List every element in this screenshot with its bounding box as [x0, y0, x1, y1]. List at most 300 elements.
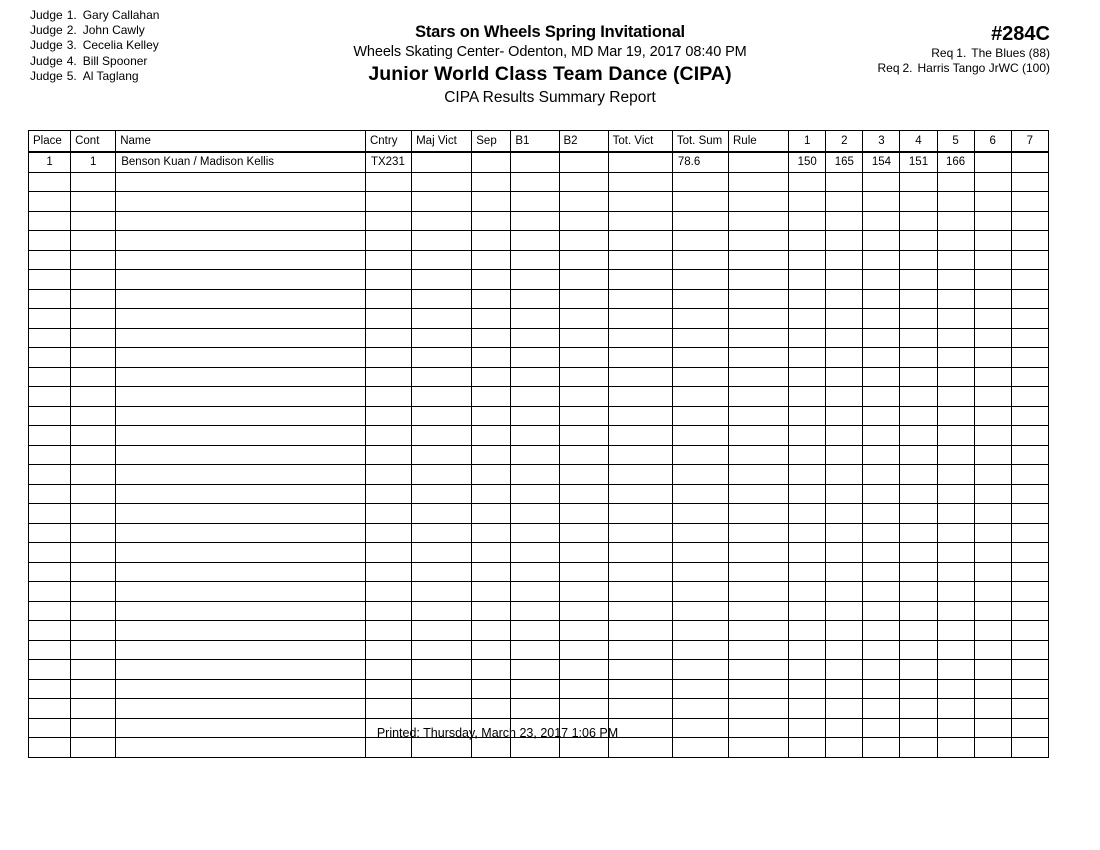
cell-empty [412, 309, 472, 329]
cell-empty [71, 231, 116, 251]
cell-empty [729, 621, 789, 641]
cell-empty [608, 328, 672, 348]
cell-empty [937, 640, 974, 660]
cell-empty [826, 387, 863, 407]
cell-empty [511, 679, 559, 699]
cell-empty [900, 621, 937, 641]
cell-empty [974, 699, 1011, 719]
cell-empty [937, 387, 974, 407]
cell-empty [365, 699, 411, 719]
cell-empty [511, 270, 559, 290]
table-row-empty [29, 348, 1049, 368]
cell-empty [412, 387, 472, 407]
cell-empty [71, 582, 116, 602]
cell-empty [672, 250, 728, 270]
cell-empty [789, 679, 826, 699]
cell-empty [789, 387, 826, 407]
cell-empty [729, 523, 789, 543]
cell-empty [974, 328, 1011, 348]
cell-empty [1011, 523, 1048, 543]
cell-empty [826, 504, 863, 524]
cell-empty [472, 699, 511, 719]
cell-empty [900, 367, 937, 387]
cell-judge-1: 150 [789, 152, 826, 172]
cell-empty [71, 348, 116, 368]
cell-empty [974, 679, 1011, 699]
cell-empty [863, 562, 900, 582]
cell-empty [789, 445, 826, 465]
cell-empty [937, 562, 974, 582]
cell-empty [974, 172, 1011, 192]
cell-empty [1011, 601, 1048, 621]
requirement-name: The Blues (88) [971, 46, 1050, 60]
cell-empty [472, 367, 511, 387]
cell-empty [29, 309, 71, 329]
cell-empty [608, 231, 672, 251]
event-number: #284C [991, 23, 1050, 45]
cell-empty [1011, 211, 1048, 231]
cell-empty [789, 582, 826, 602]
table-row-empty [29, 582, 1049, 602]
table-row-empty [29, 621, 1049, 641]
cell-empty [559, 621, 608, 641]
cell-empty [71, 328, 116, 348]
cell-empty [974, 738, 1011, 758]
cell-empty [472, 679, 511, 699]
cell-empty [974, 621, 1011, 641]
cell-empty [29, 172, 71, 192]
cell-empty [412, 231, 472, 251]
cell-empty [608, 192, 672, 212]
cell-empty [729, 172, 789, 192]
cell-empty [974, 192, 1011, 212]
cell-empty [672, 367, 728, 387]
cell-empty [116, 660, 366, 680]
cell-empty [511, 231, 559, 251]
cell-empty [900, 738, 937, 758]
cell-empty [729, 289, 789, 309]
cell-empty [974, 289, 1011, 309]
cell-empty [71, 484, 116, 504]
column-header-maj-vict: Maj Vict [412, 131, 472, 153]
requirement-item [877, 46, 1050, 61]
cell-empty [863, 192, 900, 212]
cell-empty [863, 231, 900, 251]
cell-empty [900, 523, 937, 543]
cell-empty [863, 738, 900, 758]
cell-empty [672, 562, 728, 582]
cell-empty [71, 172, 116, 192]
cell-empty [863, 387, 900, 407]
cell-empty [559, 367, 608, 387]
column-header-cont: Cont [71, 131, 116, 153]
cell-empty [365, 582, 411, 602]
cell-empty [116, 328, 366, 348]
cell-empty [937, 504, 974, 524]
cell-empty [672, 172, 728, 192]
cell-empty [71, 504, 116, 524]
cell-empty [729, 445, 789, 465]
cell-empty [729, 465, 789, 485]
cell-empty [29, 192, 71, 212]
cell-empty [511, 426, 559, 446]
cell-empty [729, 640, 789, 660]
cell-empty [608, 465, 672, 485]
cell-empty [1011, 562, 1048, 582]
cell-empty [863, 621, 900, 641]
cell-empty [900, 387, 937, 407]
cell-empty [365, 192, 411, 212]
venue-and-date: Wheels Skating Center- Odenton, MD Mar 19, 2017 08:40 PM [353, 44, 747, 60]
cell-empty [29, 660, 71, 680]
cell-empty [71, 738, 116, 758]
cell-empty [116, 387, 366, 407]
print-timestamp: Printed: Thursday, March 23, 2017 1:06 PM [376, 726, 619, 740]
cell-empty [71, 270, 116, 290]
cell-empty [826, 699, 863, 719]
cell-empty [608, 543, 672, 563]
cell-empty [729, 660, 789, 680]
cell-empty [559, 465, 608, 485]
cell-empty [511, 309, 559, 329]
requirement-number: 1. [956, 46, 967, 60]
cell-empty [559, 640, 608, 660]
cell-empty [826, 172, 863, 192]
cell-empty [29, 387, 71, 407]
cell-empty [937, 543, 974, 563]
cell-empty [1011, 348, 1048, 368]
cell-empty [511, 484, 559, 504]
cell-empty [826, 679, 863, 699]
cell-empty [937, 582, 974, 602]
cell-empty [937, 192, 974, 212]
cell-empty [672, 192, 728, 212]
cell-empty [900, 543, 937, 563]
cell-empty [729, 562, 789, 582]
requirement-label: Req [877, 61, 900, 75]
cell-empty [826, 582, 863, 602]
cell-empty [974, 523, 1011, 543]
column-header-judge-4: 4 [900, 131, 937, 153]
cell-empty [974, 562, 1011, 582]
cell-empty [900, 445, 937, 465]
table-row-empty [29, 699, 1049, 719]
judge-label: Judge [30, 8, 63, 22]
cell-empty [672, 660, 728, 680]
judge-name: Al Taglang [82, 68, 139, 83]
cell-empty [729, 484, 789, 504]
cell-empty [789, 289, 826, 309]
cell-empty [729, 504, 789, 524]
table-row-empty [29, 250, 1049, 270]
cell-empty [608, 582, 672, 602]
judge-label: Judge [30, 68, 63, 83]
cell-empty [29, 484, 71, 504]
cell-empty [365, 465, 411, 485]
cell-empty [789, 601, 826, 621]
judge-number: 4. [66, 53, 77, 68]
cell-empty [789, 504, 826, 524]
cell-empty [863, 504, 900, 524]
cell-cntry: TX231 [365, 152, 411, 172]
cell-empty [412, 172, 472, 192]
cell-empty [672, 328, 728, 348]
cell-empty [937, 484, 974, 504]
cell-empty [863, 211, 900, 231]
cell-empty [29, 406, 71, 426]
cell-empty [412, 367, 472, 387]
column-header-judge-2: 2 [826, 131, 863, 153]
cell-judge-3: 154 [863, 152, 900, 172]
column-header-cntry: Cntry [365, 131, 411, 153]
cell-empty [1011, 231, 1048, 251]
cell-empty [412, 738, 472, 758]
cell-empty [863, 484, 900, 504]
cell-empty [826, 348, 863, 368]
cell-empty [863, 679, 900, 699]
cell-judge-7 [1011, 152, 1048, 172]
cell-empty [116, 640, 366, 660]
cell-empty [900, 465, 937, 485]
cell-empty [608, 679, 672, 699]
table-row-empty [29, 192, 1049, 212]
results-table [28, 130, 1049, 758]
table-row-empty [29, 328, 1049, 348]
cell-empty [559, 445, 608, 465]
cell-empty [472, 289, 511, 309]
cell-empty [974, 211, 1011, 231]
cell-empty [412, 289, 472, 309]
cell-empty [365, 289, 411, 309]
cell-name: Benson Kuan / Madison Kellis [116, 152, 366, 172]
cell-empty [789, 699, 826, 719]
cell-empty [116, 738, 366, 758]
cell-empty [116, 172, 366, 192]
cell-empty [729, 387, 789, 407]
cell-empty [365, 621, 411, 641]
cell-empty [365, 426, 411, 446]
cell-empty [29, 426, 71, 446]
cell-empty [937, 328, 974, 348]
cell-empty [559, 426, 608, 446]
cell-empty [826, 367, 863, 387]
cell-empty [937, 231, 974, 251]
cell-empty [511, 192, 559, 212]
cell-empty [365, 250, 411, 270]
judge-name: Cecelia Kelley [82, 38, 159, 53]
cell-empty [365, 172, 411, 192]
cell-empty [729, 543, 789, 563]
cell-empty [937, 270, 974, 290]
cell-empty [116, 699, 366, 719]
cell-empty [29, 445, 71, 465]
cell-empty [937, 367, 974, 387]
cell-empty [937, 699, 974, 719]
cell-empty [472, 348, 511, 368]
cell-empty [472, 562, 511, 582]
cell-empty [412, 406, 472, 426]
cell-empty [900, 484, 937, 504]
cell-empty [71, 621, 116, 641]
cell-empty [789, 426, 826, 446]
cell-empty [412, 660, 472, 680]
cell-empty [900, 679, 937, 699]
cell-empty [900, 660, 937, 680]
cell-empty [365, 211, 411, 231]
cell-empty [672, 504, 728, 524]
cell-empty [1011, 309, 1048, 329]
cell-empty [608, 640, 672, 660]
cell-empty [472, 250, 511, 270]
cell-empty [71, 699, 116, 719]
cell-empty [900, 211, 937, 231]
cell-empty [365, 738, 411, 758]
cell-empty [937, 406, 974, 426]
cell-empty [937, 445, 974, 465]
cell-empty [472, 328, 511, 348]
table-row-empty [29, 172, 1049, 192]
cell-empty [365, 445, 411, 465]
column-header-judge-5: 5 [937, 131, 974, 153]
cell-empty [71, 679, 116, 699]
cell-empty [412, 211, 472, 231]
cell-empty [608, 562, 672, 582]
judge-name: John Cawly [82, 23, 145, 38]
cell-empty [116, 621, 366, 641]
cell-empty [900, 406, 937, 426]
cell-empty [863, 699, 900, 719]
table-row-empty [29, 289, 1049, 309]
cell-empty [559, 270, 608, 290]
cell-empty [29, 738, 71, 758]
cell-empty [974, 543, 1011, 563]
cell-empty [863, 270, 900, 290]
cell-empty [608, 601, 672, 621]
cell-empty [826, 562, 863, 582]
cell-empty [937, 738, 974, 758]
cell-empty [1011, 699, 1048, 719]
cell-empty [900, 699, 937, 719]
cell-empty [789, 484, 826, 504]
column-header-b1: B1 [511, 131, 559, 153]
cell-empty [559, 387, 608, 407]
cell-empty [559, 406, 608, 426]
cell-empty [71, 250, 116, 270]
cell-empty [365, 270, 411, 290]
cell-empty [365, 504, 411, 524]
cell-empty [412, 601, 472, 621]
cell-empty [365, 367, 411, 387]
cell-empty [29, 289, 71, 309]
cell-empty [826, 543, 863, 563]
cell-empty [826, 426, 863, 446]
cell-empty [729, 192, 789, 212]
cell-empty [116, 250, 366, 270]
judge-label: Judge [30, 38, 63, 53]
cell-empty [863, 523, 900, 543]
cell-empty [511, 328, 559, 348]
cell-empty [365, 523, 411, 543]
cell-judge-2: 165 [826, 152, 863, 172]
judge-number: 1. [66, 8, 77, 22]
cell-empty [937, 289, 974, 309]
cell-empty [789, 211, 826, 231]
cell-empty [71, 367, 116, 387]
table-row-empty [29, 738, 1049, 758]
cell-empty [863, 445, 900, 465]
cell-empty [672, 406, 728, 426]
cell-empty [559, 309, 608, 329]
cell-empty [789, 640, 826, 660]
cell-empty [559, 562, 608, 582]
cell-empty [974, 348, 1011, 368]
cell-empty [511, 504, 559, 524]
cell-empty [412, 465, 472, 485]
cell-empty [511, 348, 559, 368]
cell-empty [559, 348, 608, 368]
cell-empty [900, 192, 937, 212]
cell-empty [974, 445, 1011, 465]
cell-empty [1011, 270, 1048, 290]
column-header-judge-1: 1 [789, 131, 826, 153]
table-row-empty [29, 601, 1049, 621]
cell-empty [29, 231, 71, 251]
cell-empty [472, 484, 511, 504]
cell-empty [608, 250, 672, 270]
cell-empty [974, 601, 1011, 621]
cell-empty [1011, 582, 1048, 602]
cell-empty [29, 465, 71, 485]
cell-empty [608, 504, 672, 524]
cell-empty [116, 582, 366, 602]
table-row-empty [29, 679, 1049, 699]
table-row-empty [29, 270, 1049, 290]
cell-empty [412, 523, 472, 543]
cell-empty [511, 250, 559, 270]
cell-empty [863, 172, 900, 192]
cell-empty [71, 660, 116, 680]
cell-empty [672, 348, 728, 368]
cell-empty [559, 679, 608, 699]
cell-empty [472, 640, 511, 660]
cell-empty [511, 601, 559, 621]
cell-empty [116, 601, 366, 621]
cell-empty [116, 679, 366, 699]
column-header-judge-3: 3 [863, 131, 900, 153]
cell-empty [472, 621, 511, 641]
cell-empty [472, 406, 511, 426]
cell-empty [826, 640, 863, 660]
event-info-block [877, 22, 1050, 76]
cell-empty [1011, 445, 1048, 465]
cell-empty [1011, 250, 1048, 270]
cell-empty [729, 211, 789, 231]
cell-empty [71, 543, 116, 563]
cell-empty [71, 426, 116, 446]
cell-cont: 1 [71, 152, 116, 172]
cell-empty [412, 621, 472, 641]
table-header-row [29, 131, 1049, 153]
cell-empty [559, 504, 608, 524]
cell-empty [71, 387, 116, 407]
cell-empty [116, 426, 366, 446]
cell-empty [365, 328, 411, 348]
cell-empty [937, 426, 974, 446]
column-header-rule: Rule [729, 131, 789, 153]
cell-empty [412, 504, 472, 524]
cell-empty [729, 699, 789, 719]
table-row-empty [29, 387, 1049, 407]
